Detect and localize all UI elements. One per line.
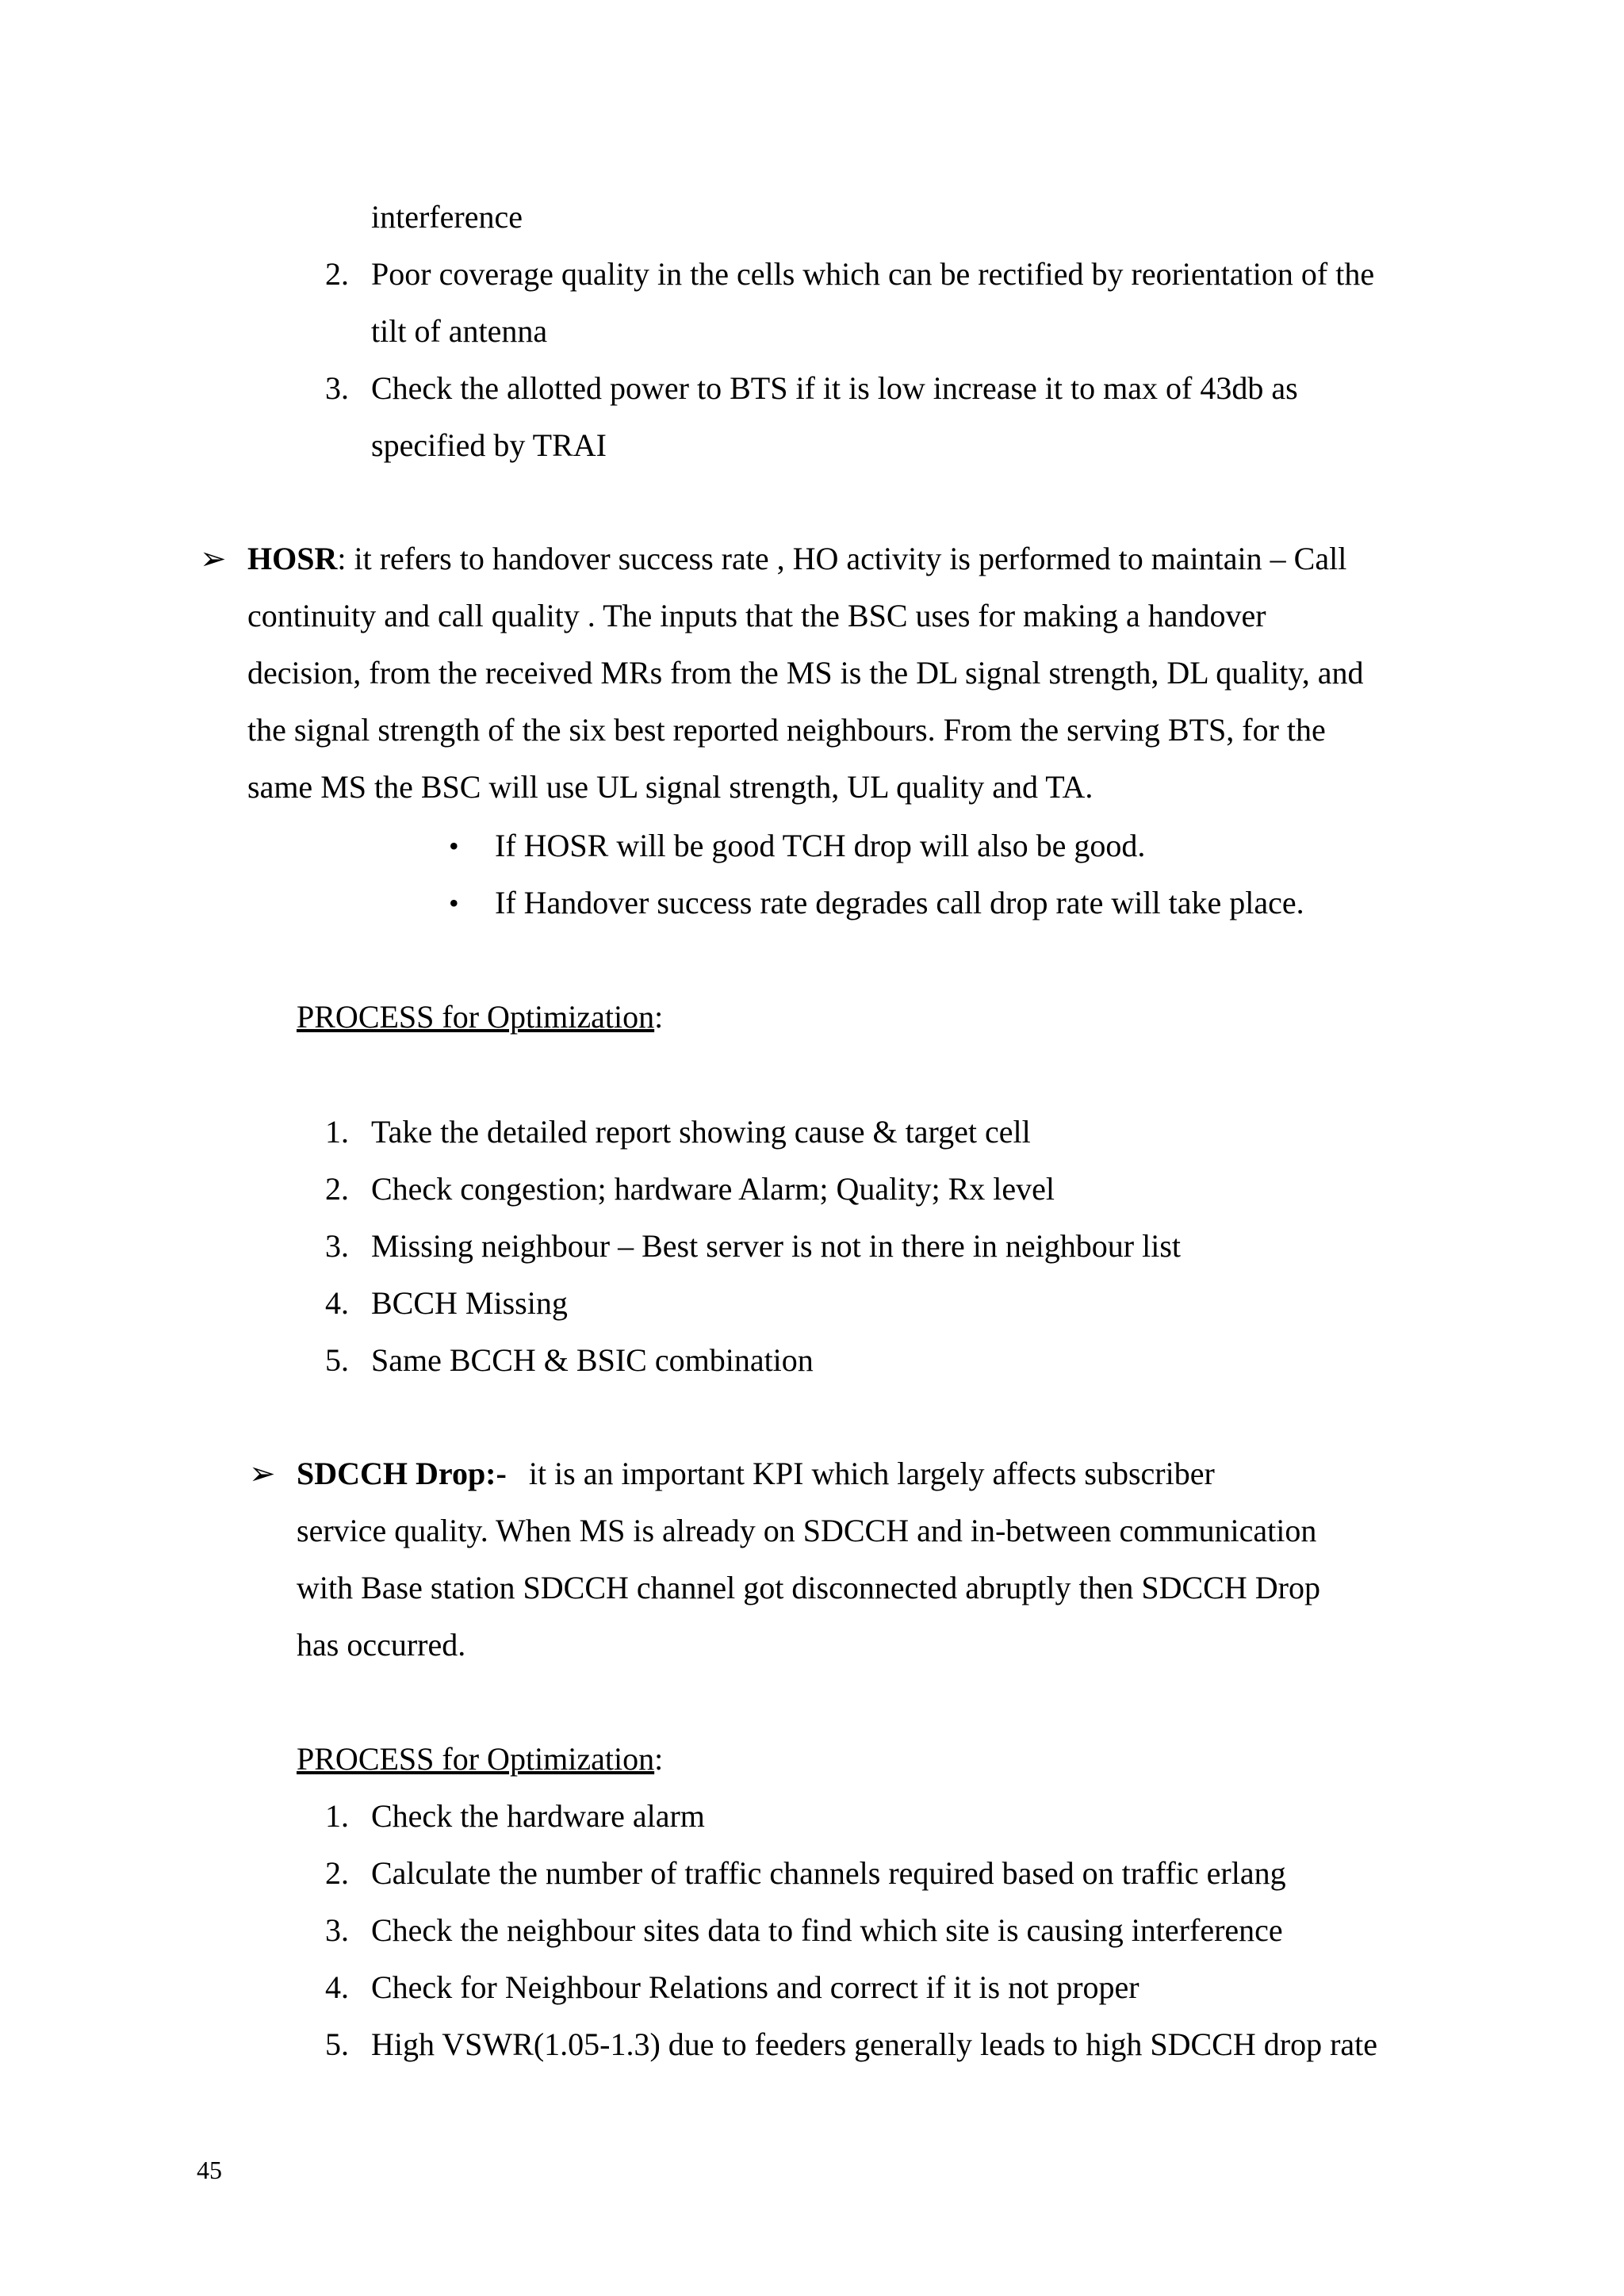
- list-number: 5.: [325, 2026, 349, 2062]
- list-item-text: Same BCCH & BSIC combination: [371, 1342, 814, 1378]
- list-number: 2.: [325, 1171, 349, 1207]
- hosr-paragraph-line: [247, 538, 1346, 580]
- sdcch-paragraph-line: has occurred.: [297, 1627, 466, 1663]
- list-item-text: Poor coverage quality in the cells which can be rectified by reorientation of the: [371, 256, 1375, 292]
- process-heading-text: PROCESS for Optimization: [297, 999, 655, 1035]
- list-item-text: tilt of antenna: [371, 313, 548, 349]
- bullet-item-text: If Handover success rate degrades call drop rate will take place.: [495, 885, 1304, 920]
- sdcch-term: SDCCH Drop:-: [297, 1456, 507, 1491]
- hosr-paragraph-line: same MS the BSC will use UL signal strength, UL quality and TA.: [247, 769, 1094, 805]
- list-item-text: Missing neighbour – Best server is not in there in neighbour list: [371, 1228, 1181, 1264]
- page-number: 45: [197, 2156, 222, 2184]
- list-item-text: High VSWR(1.05-1.3) due to feeders generally leads to high SDCCH drop rate: [371, 2026, 1378, 2062]
- list-number: 3.: [325, 1228, 349, 1264]
- bullet-icon: •: [449, 830, 459, 862]
- list-number: 2.: [325, 256, 349, 292]
- list-number: 4.: [325, 1285, 349, 1321]
- process-heading-colon: :: [654, 999, 664, 1035]
- sdcch-paragraph-line: [297, 1453, 1215, 1494]
- hosr-text: : it refers to handover success rate , HO activity is performed to maintain – Call: [337, 541, 1347, 576]
- list-item-text: Take the detailed report showing cause & target cell: [371, 1114, 1031, 1150]
- list-number: 1.: [325, 1114, 349, 1150]
- process-heading: [297, 1739, 663, 1780]
- list-number: 4.: [325, 1969, 349, 2005]
- hosr-paragraph-line: decision, from the received MRs from the MS is the DL signal strength, DL quality, and: [247, 655, 1364, 691]
- list-number: 5.: [325, 1342, 349, 1378]
- arrow-bullet-icon: ➢: [249, 1456, 276, 1491]
- list-item-text: specified by TRAI: [371, 427, 607, 463]
- list-number: 3.: [325, 370, 349, 406]
- list-item-text: Check the neighbour sites data to find which site is causing interference: [371, 1912, 1283, 1948]
- hosr-paragraph-line: the signal strength of the six best reported neighbours. From the serving BTS, for the: [247, 712, 1326, 748]
- list-number: 1.: [325, 1798, 349, 1834]
- list-item-text: Calculate the number of traffic channels required based on traffic erlang: [371, 1855, 1286, 1891]
- sdcch-paragraph-line: with Base station SDCCH channel got disconnected abruptly then SDCCH Drop: [297, 1570, 1320, 1605]
- bullet-item-text: If HOSR will be good TCH drop will also be good.: [495, 828, 1146, 863]
- process-heading: [297, 997, 663, 1038]
- list-item-text: BCCH Missing: [371, 1285, 568, 1321]
- process-heading-text: PROCESS for Optimization: [297, 1741, 655, 1777]
- list-number: 2.: [325, 1855, 349, 1891]
- process-heading-colon: :: [654, 1741, 664, 1777]
- list-item-continuation: interference: [371, 199, 523, 235]
- hosr-term: HOSR: [247, 541, 338, 576]
- sdcch-paragraph-line: service quality. When MS is already on SDCCH and in-between communication: [297, 1513, 1317, 1548]
- arrow-bullet-icon: ➢: [200, 541, 227, 576]
- bullet-icon: •: [449, 887, 459, 919]
- list-item-text: Check the allotted power to BTS if it is low increase it to max of 43db as: [371, 370, 1298, 406]
- sdcch-text: it is an important KPI which largely affects subscriber: [528, 1456, 1215, 1491]
- list-item-text: Check the hardware alarm: [371, 1798, 705, 1834]
- list-item-text: Check congestion; hardware Alarm; Quality; Rx level: [371, 1171, 1055, 1207]
- hosr-paragraph-line: continuity and call quality . The inputs that the BSC uses for making a handover: [247, 598, 1266, 633]
- list-item-text: Check for Neighbour Relations and correct if it is not proper: [371, 1969, 1139, 2005]
- list-number: 3.: [325, 1912, 349, 1948]
